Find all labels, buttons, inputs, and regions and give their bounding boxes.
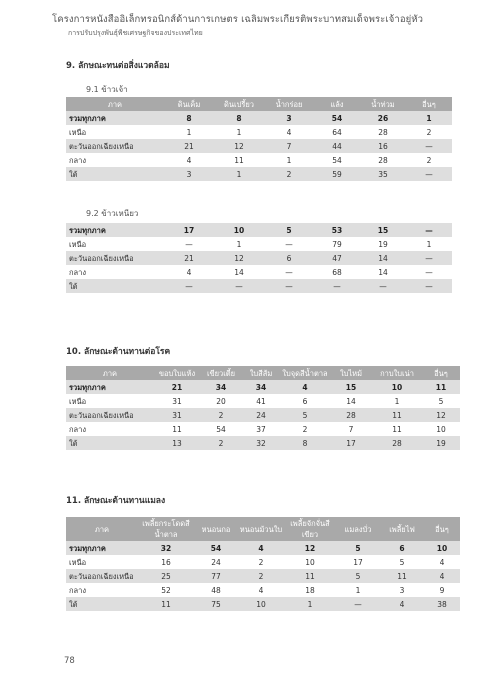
table-cell: 28 bbox=[360, 125, 406, 139]
column-header: หนอนม้วนใบ bbox=[238, 517, 284, 541]
column-header: ดินเปรี้ยว bbox=[214, 97, 264, 111]
table-cell: 44 bbox=[314, 139, 360, 153]
table-cell: — bbox=[164, 279, 214, 293]
table-cell: — bbox=[214, 279, 264, 293]
table-cell: — bbox=[406, 279, 452, 293]
table-cell: 15 bbox=[330, 380, 372, 394]
table-cell: 34 bbox=[242, 380, 280, 394]
table-cell: 1 bbox=[406, 111, 452, 125]
table-cell: 5 bbox=[264, 223, 314, 237]
table-cell: กลาง bbox=[66, 422, 154, 436]
table-cell: 10 bbox=[424, 541, 460, 555]
table-cell: 4 bbox=[424, 555, 460, 569]
table-cell: 4 bbox=[238, 583, 284, 597]
column-header: แมลงบั่ว bbox=[336, 517, 380, 541]
table-cell: 5 bbox=[380, 555, 424, 569]
table-row bbox=[66, 541, 460, 555]
table-cell: 28 bbox=[360, 153, 406, 167]
table-cell: 8 bbox=[280, 436, 330, 450]
table-cell: รวมทุกภาค bbox=[66, 380, 154, 394]
table-cell: 11 bbox=[422, 380, 460, 394]
table-cell: 12 bbox=[214, 251, 264, 265]
column-header: หนอนกอ bbox=[194, 517, 238, 541]
table-cell: 5 bbox=[336, 569, 380, 583]
table-cell: 17 bbox=[164, 223, 214, 237]
table-cell: 2 bbox=[406, 153, 452, 167]
table-row bbox=[66, 436, 460, 450]
table-cell: — bbox=[336, 597, 380, 611]
column-header: ภาค bbox=[66, 517, 138, 541]
document-header-title: โครงการหนังสืออิเล็กทรอนิกส์ด้านการเกษตร เฉลิมพระเกียรติพระบาทสมเด็จพระเจ้าอยู่หัว bbox=[52, 14, 424, 25]
table-row bbox=[66, 265, 452, 279]
table-cell: — bbox=[360, 279, 406, 293]
table-row bbox=[66, 394, 460, 408]
table-cell: 4 bbox=[164, 265, 214, 279]
table-cell: 31 bbox=[154, 394, 200, 408]
table-cell: 52 bbox=[138, 583, 194, 597]
table-cell: 12 bbox=[214, 139, 264, 153]
column-header: ภาค bbox=[66, 366, 154, 380]
table-cell: 4 bbox=[264, 125, 314, 139]
table-cell: 7 bbox=[264, 139, 314, 153]
table-cell: 54 bbox=[314, 153, 360, 167]
table-cell: 6 bbox=[280, 394, 330, 408]
table-row bbox=[66, 422, 460, 436]
table-cell: 21 bbox=[164, 251, 214, 265]
table-cell: 34 bbox=[200, 380, 242, 394]
table-cell: 7 bbox=[330, 422, 372, 436]
table-cell: — bbox=[406, 265, 452, 279]
table-cell: 10 bbox=[214, 223, 264, 237]
table-cell: 2 bbox=[406, 125, 452, 139]
table-cell: 4 bbox=[164, 153, 214, 167]
section-10-title: 10. ลักษณะต้านทานต่อโรค bbox=[66, 347, 171, 357]
table-row bbox=[66, 167, 452, 181]
table-cell: 47 bbox=[314, 251, 360, 265]
table-cell: 11 bbox=[154, 422, 200, 436]
table-cell: 5 bbox=[422, 394, 460, 408]
table-cell: 64 bbox=[314, 125, 360, 139]
table-cell: 54 bbox=[200, 422, 242, 436]
section-11-title: 11. ลักษณะต้านทานแมลง bbox=[66, 496, 166, 506]
disease-resistance-table bbox=[66, 366, 460, 450]
table-cell: 59 bbox=[314, 167, 360, 181]
rice-environment-table bbox=[66, 97, 452, 181]
table-cell: 19 bbox=[360, 237, 406, 251]
table-cell: 32 bbox=[242, 436, 280, 450]
table-row bbox=[66, 125, 452, 139]
table-cell: 75 bbox=[194, 597, 238, 611]
table-cell: เหนือ bbox=[66, 237, 164, 251]
table-cell: 12 bbox=[422, 408, 460, 422]
column-header: อื่นๆ bbox=[424, 517, 460, 541]
table-cell: 4 bbox=[238, 541, 284, 555]
section-9-title: 9. ลักษณะทนต่อสิ่งแวดล้อม bbox=[66, 61, 170, 71]
table-cell: 21 bbox=[154, 380, 200, 394]
table-cell: รวมทุกภาค bbox=[66, 111, 164, 125]
table-cell: 10 bbox=[238, 597, 284, 611]
column-header: เพลี้ยกระโดดสีน้ำตาล bbox=[138, 517, 194, 541]
table-cell: รวมทุกภาค bbox=[66, 541, 138, 555]
table-cell: 9 bbox=[424, 583, 460, 597]
table-cell: 16 bbox=[138, 555, 194, 569]
table-cell: 1 bbox=[264, 153, 314, 167]
table-cell: ตะวันออกเฉียงเหนือ bbox=[66, 139, 164, 153]
table-cell: 1 bbox=[164, 125, 214, 139]
table-cell: 11 bbox=[214, 153, 264, 167]
column-header: น้ำท่วม bbox=[360, 97, 406, 111]
section-9-1-title: 9.1 ข้าวเจ้า bbox=[86, 85, 128, 94]
column-header: ใบสีส้ม bbox=[242, 366, 280, 380]
table-cell: 26 bbox=[360, 111, 406, 125]
table-cell: 1 bbox=[214, 237, 264, 251]
table-cell: กลาง bbox=[66, 153, 164, 167]
table-cell: — bbox=[406, 223, 452, 237]
table-cell: 2 bbox=[238, 569, 284, 583]
table-cell: 11 bbox=[380, 569, 424, 583]
table-cell: 24 bbox=[242, 408, 280, 422]
table-row bbox=[66, 237, 452, 251]
table-cell: เหนือ bbox=[66, 125, 164, 139]
table-cell: 68 bbox=[314, 265, 360, 279]
table-cell: 1 bbox=[284, 597, 336, 611]
table-cell: 8 bbox=[214, 111, 264, 125]
table-cell: — bbox=[164, 237, 214, 251]
table-cell: 38 bbox=[424, 597, 460, 611]
table-cell: 54 bbox=[314, 111, 360, 125]
table-row bbox=[66, 153, 452, 167]
column-header: อื่นๆ bbox=[406, 97, 452, 111]
table-cell: เหนือ bbox=[66, 394, 154, 408]
table-cell: 2 bbox=[280, 422, 330, 436]
column-header: น้ำกร่อย bbox=[264, 97, 314, 111]
table-cell: 32 bbox=[138, 541, 194, 555]
table-cell: — bbox=[264, 279, 314, 293]
table-cell: 19 bbox=[422, 436, 460, 450]
column-header: เพลี้ยจักจั่นสีเขียว bbox=[284, 517, 336, 541]
table-cell: 4 bbox=[424, 569, 460, 583]
table-row bbox=[66, 555, 460, 569]
table-cell: 1 bbox=[336, 583, 380, 597]
table-cell: กลาง bbox=[66, 265, 164, 279]
table-cell: ตะวันออกเฉียงเหนือ bbox=[66, 569, 138, 583]
document-header-subtitle: การปรับปรุงพันธุ์พืชเศรษฐกิจของประเทศไทย bbox=[68, 29, 203, 37]
table-cell: 14 bbox=[360, 265, 406, 279]
column-header: ขอบใบแห้ง bbox=[154, 366, 200, 380]
table-cell: 4 bbox=[280, 380, 330, 394]
table-header-row bbox=[66, 517, 460, 541]
table-row bbox=[66, 111, 452, 125]
table-row bbox=[66, 251, 452, 265]
table-cell: 1 bbox=[214, 125, 264, 139]
table-cell: 11 bbox=[372, 422, 422, 436]
table-cell: 48 bbox=[194, 583, 238, 597]
table-cell: ตะวันออกเฉียงเหนือ bbox=[66, 251, 164, 265]
table-cell: 37 bbox=[242, 422, 280, 436]
table-cell: 53 bbox=[314, 223, 360, 237]
table-cell: 28 bbox=[372, 436, 422, 450]
column-header: ใบจุดสีน้ำตาล bbox=[280, 366, 330, 380]
table-cell: — bbox=[264, 265, 314, 279]
table-cell: 31 bbox=[154, 408, 200, 422]
table-cell: 4 bbox=[380, 597, 424, 611]
table-cell: 10 bbox=[372, 380, 422, 394]
table-cell: 77 bbox=[194, 569, 238, 583]
table-cell: 14 bbox=[330, 394, 372, 408]
table-cell: รวมทุกภาค bbox=[66, 223, 164, 237]
table-header-row bbox=[66, 366, 460, 380]
table-cell: 18 bbox=[284, 583, 336, 597]
table-row bbox=[66, 139, 452, 153]
table-cell: 35 bbox=[360, 167, 406, 181]
table-cell: 28 bbox=[330, 408, 372, 422]
section-9-2-title: 9.2 ข้าวเหนียว bbox=[86, 209, 139, 218]
table-cell: 5 bbox=[280, 408, 330, 422]
column-header: อื่นๆ bbox=[422, 366, 460, 380]
insect-resistance-table bbox=[66, 517, 460, 611]
table-cell: ใต้ bbox=[66, 167, 164, 181]
table-cell: 79 bbox=[314, 237, 360, 251]
table-cell: 11 bbox=[284, 569, 336, 583]
table-cell: ตะวันออกเฉียงเหนือ bbox=[66, 408, 154, 422]
table-cell: — bbox=[406, 167, 452, 181]
column-header: ภาค bbox=[66, 97, 164, 111]
table-row bbox=[66, 597, 460, 611]
column-header: แล้ง bbox=[314, 97, 360, 111]
column-header: ใบไหม้ bbox=[330, 366, 372, 380]
table-cell: 41 bbox=[242, 394, 280, 408]
column-header: กาบใบเน่า bbox=[372, 366, 422, 380]
table-cell: — bbox=[314, 279, 360, 293]
table-cell: ใต้ bbox=[66, 597, 138, 611]
table-cell: 16 bbox=[360, 139, 406, 153]
table-row bbox=[66, 223, 452, 237]
table-cell: — bbox=[406, 139, 452, 153]
table-row bbox=[66, 569, 460, 583]
table-cell: 3 bbox=[264, 111, 314, 125]
table-cell: 6 bbox=[380, 541, 424, 555]
table-cell: 17 bbox=[330, 436, 372, 450]
table-cell: 1 bbox=[214, 167, 264, 181]
table-cell: ใต้ bbox=[66, 279, 164, 293]
table-cell: 8 bbox=[164, 111, 214, 125]
table-cell: 11 bbox=[138, 597, 194, 611]
table-cell: 12 bbox=[284, 541, 336, 555]
table-cell: 2 bbox=[200, 436, 242, 450]
table-row bbox=[66, 380, 460, 394]
table-cell: 24 bbox=[194, 555, 238, 569]
table-cell: 6 bbox=[264, 251, 314, 265]
column-header: ดินเค็ม bbox=[164, 97, 214, 111]
table-cell: กลาง bbox=[66, 583, 138, 597]
table-cell: 5 bbox=[336, 541, 380, 555]
table-cell: ใต้ bbox=[66, 436, 154, 450]
table-cell: — bbox=[406, 251, 452, 265]
glutinous-rice-environment-table bbox=[66, 223, 452, 293]
table-cell: 13 bbox=[154, 436, 200, 450]
table-cell: 25 bbox=[138, 569, 194, 583]
column-header: เขียวเตี้ย bbox=[200, 366, 242, 380]
table-cell: 14 bbox=[214, 265, 264, 279]
table-cell: 10 bbox=[284, 555, 336, 569]
table-cell: 17 bbox=[336, 555, 380, 569]
table-cell: 1 bbox=[372, 394, 422, 408]
table-cell: 2 bbox=[200, 408, 242, 422]
table-cell: 1 bbox=[406, 237, 452, 251]
table-cell: 15 bbox=[360, 223, 406, 237]
table-cell: 14 bbox=[360, 251, 406, 265]
table-cell: 3 bbox=[164, 167, 214, 181]
page-number: 78 bbox=[64, 656, 75, 666]
table-row bbox=[66, 583, 460, 597]
table-cell: 10 bbox=[422, 422, 460, 436]
table-header-row bbox=[66, 97, 452, 111]
table-cell: 20 bbox=[200, 394, 242, 408]
table-cell: — bbox=[264, 237, 314, 251]
table-cell: 2 bbox=[238, 555, 284, 569]
table-cell: 54 bbox=[194, 541, 238, 555]
table-row bbox=[66, 279, 452, 293]
column-header: เพลี้ยไฟ bbox=[380, 517, 424, 541]
table-cell: 11 bbox=[372, 408, 422, 422]
table-cell: 21 bbox=[164, 139, 214, 153]
table-cell: เหนือ bbox=[66, 555, 138, 569]
table-cell: 2 bbox=[264, 167, 314, 181]
table-row bbox=[66, 408, 460, 422]
table-cell: 3 bbox=[380, 583, 424, 597]
